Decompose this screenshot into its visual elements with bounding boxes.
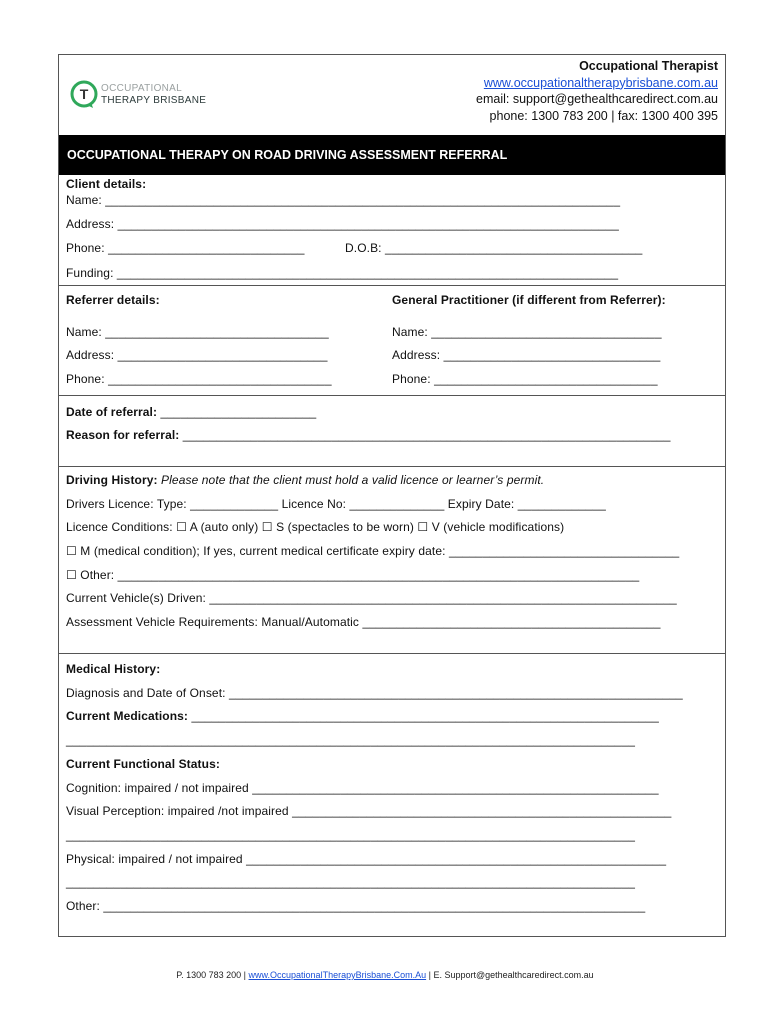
driving-note: Please note that the client must hold a valid licence or learner’s permit. xyxy=(157,473,545,487)
footer-email: | E. Support@gethealthcaredirect.com.au xyxy=(426,970,594,980)
role-title: Occupational Therapist xyxy=(579,59,718,73)
client-details-heading: Client details: xyxy=(66,177,147,191)
cognition-field[interactable]: Cognition: impaired / not impaired ____________________________________________________________ xyxy=(66,781,659,795)
footer-phone: P. 1300 783 200 | xyxy=(176,970,249,980)
physical-field[interactable]: Physical: impaired / not impaired ______________________________________________________________ xyxy=(66,852,667,866)
other-medical-field[interactable]: Other: ________________________________________________________________________________ xyxy=(66,899,646,913)
form-header xyxy=(59,55,725,135)
driving-history-section xyxy=(59,466,725,653)
referral-date-row xyxy=(66,405,316,419)
medications-label: Current Medications: xyxy=(66,709,189,723)
logo-line2: THERAPY BRISBANE xyxy=(101,95,207,106)
medical-history-section xyxy=(59,653,725,938)
referral-reason-field[interactable]: ________________________________________________________________________ xyxy=(179,428,671,442)
medications-line2[interactable]: ____________________________________________________________________________________ xyxy=(66,733,636,747)
other-condition-row[interactable]: ☐ Other: _____________________________________________________________________________ xyxy=(66,568,640,582)
driving-heading-row xyxy=(66,473,544,487)
client-dob-field[interactable]: D.O.B: ______________________________________ xyxy=(345,241,643,255)
diagnosis-field[interactable]: Diagnosis and Date of Onset: ___________________________________________________________________ xyxy=(66,686,683,700)
referrer-address-field[interactable]: Address: _______________________________ xyxy=(66,348,328,362)
phone-fax-text: phone: 1300 783 200 | fax: 1300 400 395 xyxy=(489,108,718,123)
driving-heading: Driving History: xyxy=(66,473,158,487)
ot-logo-icon xyxy=(69,79,99,109)
vehicle-requirements-field[interactable]: Assessment Vehicle Requirements: Manual/Automatic ____________________________________________ xyxy=(66,615,661,629)
functional-status-heading: Current Functional Status: xyxy=(66,757,220,771)
contact-block xyxy=(476,58,718,124)
logo-text xyxy=(101,83,206,107)
visual-perception-line2[interactable]: ____________________________________________________________________________________ xyxy=(66,828,636,842)
gp-heading: General Practitioner (if different from Referrer): xyxy=(392,293,666,307)
referral-reason-label: Reason for referral: xyxy=(66,428,180,442)
client-details-section xyxy=(59,175,725,285)
current-vehicles-field[interactable]: Current Vehicle(s) Driven: _____________________________________________________________________ xyxy=(66,591,677,605)
company-logo xyxy=(69,79,209,111)
medications-row xyxy=(66,709,659,723)
gp-phone-field[interactable]: Phone: _________________________________ xyxy=(392,372,658,386)
licence-row[interactable]: Drivers Licence: Type: _____________ Licence No: ______________ Expiry Date: _____________ xyxy=(66,497,606,511)
referrer-section xyxy=(59,285,725,395)
footer-website-link[interactable]: www.OccupationalTherapyBrisbane.Com.Au xyxy=(248,970,427,980)
physical-line2[interactable]: ____________________________________________________________________________________ xyxy=(66,875,636,889)
medical-condition-row[interactable]: ☐ M (medical condition); If yes, current medical certificate expiry date: __________________________________ xyxy=(66,544,680,558)
gp-address-field[interactable]: Address: ________________________________ xyxy=(392,348,661,362)
referral-reason-row xyxy=(66,428,671,442)
email-text: email: support@gethealthcaredirect.com.au xyxy=(476,92,718,106)
client-name-field[interactable]: Name: ____________________________________________________________________________ xyxy=(66,193,621,207)
referral-form xyxy=(58,54,726,937)
gp-name-field[interactable]: Name: __________________________________ xyxy=(392,325,662,339)
licence-conditions-row[interactable]: Licence Conditions: ☐ A (auto only) ☐ S (spectacles to be worn) ☐ V (vehicle modifications) xyxy=(66,520,565,534)
form-title: OCCUPATIONAL THERAPY ON ROAD DRIVING ASSESSMENT REFERRAL xyxy=(59,135,725,175)
svg-text:T: T xyxy=(79,86,89,102)
client-funding-field[interactable]: Funding: __________________________________________________________________________ xyxy=(66,266,619,280)
medical-heading: Medical History: xyxy=(66,662,161,676)
referrer-name-field[interactable]: Name: _________________________________ xyxy=(66,325,329,339)
referrer-heading: Referrer details: xyxy=(66,293,160,307)
website-link[interactable]: www.occupationaltherapybrisbane.com.au xyxy=(483,75,718,90)
referral-date-label: Date of referral: xyxy=(66,405,158,419)
medications-field[interactable]: _____________________________________________________________________ xyxy=(188,709,659,723)
client-phone-field[interactable]: Phone: _____________________________ xyxy=(66,241,305,255)
referrer-phone-field[interactable]: Phone: _________________________________ xyxy=(66,372,332,386)
client-address-field[interactable]: Address: __________________________________________________________________________ xyxy=(66,217,619,231)
referral-date-field[interactable]: _______________________ xyxy=(157,405,317,419)
logo-line1: OCCUPATIONAL xyxy=(101,83,183,94)
visual-perception-field[interactable]: Visual Perception: impaired /not impaired ________________________________________________________ xyxy=(66,804,672,818)
referral-info-section xyxy=(59,395,725,466)
page-footer xyxy=(0,970,770,980)
